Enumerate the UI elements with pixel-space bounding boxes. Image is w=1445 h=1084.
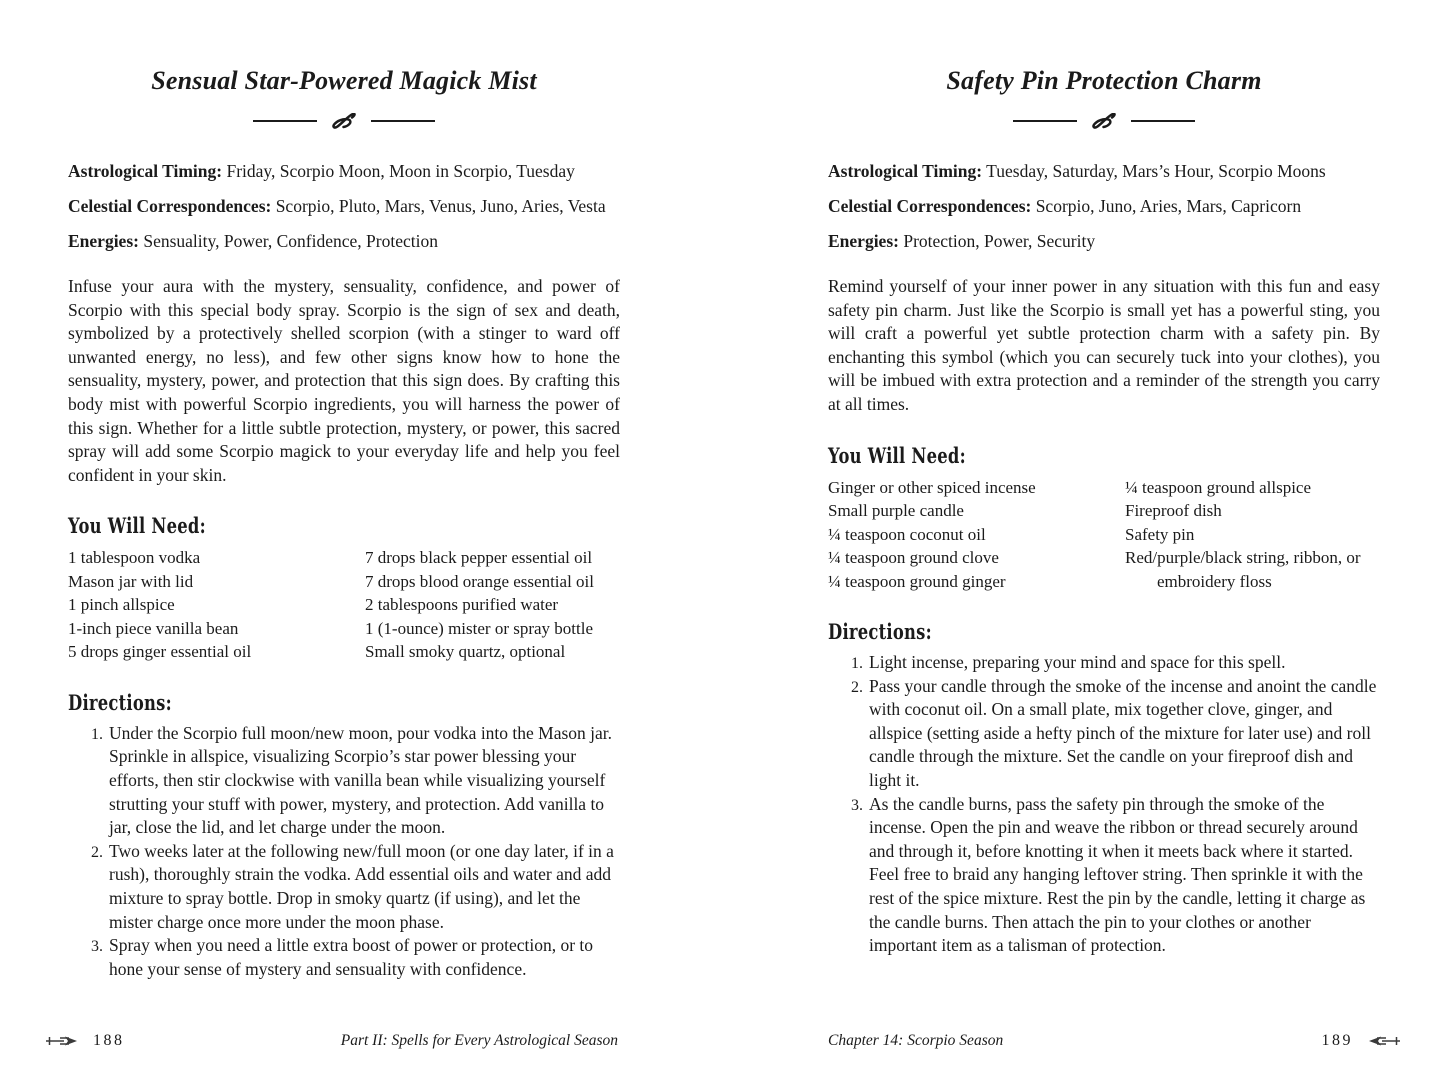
page-title: Sensual Star-Powered Magick Mist: [151, 66, 537, 95]
ingredient-item: Small purple candle: [828, 501, 964, 521]
ingredient-item: ¼ teaspoon ground allspice: [1125, 477, 1312, 497]
page-number: 188: [93, 1032, 125, 1049]
ingredient-item: Fireproof dish: [1125, 501, 1222, 521]
meta-value: Scorpio, Pluto, Mars, Venus, Juno, Aries, Vesta: [275, 196, 606, 216]
astrological-timing: [68, 159, 620, 183]
left-page: [68, 0, 620, 981]
ingredient-item: ¼ teaspoon ground ginger: [828, 571, 1006, 591]
intro-paragraph: Infuse your aura with the mystery, sensuality, confidence, and power of Scorpio with this special body spray. Scorpio is the sign of sex and death, symbolized by a protectively shelled scorpion (with a stinger to ward off unwanted energy, no less), and few other signs know how to hone the sensuality, mystery, power, and protection that this sign does. By crafting this body mist with powerful Scorpio ingredients, you will harness the power of this sign. Whether for a little subtle protection, mystery, or power, this sacred spray will add some Scorpio magick to your everyday life and help you feel confident in your skin.: [68, 276, 620, 485]
divider-ornament: [68, 113, 620, 129]
astrological-timing: [828, 159, 1380, 183]
divider-ornament: [828, 113, 1380, 129]
meta-label: Celestial Correspondences:: [68, 196, 272, 216]
ingredients-list: [828, 476, 1380, 594]
you-will-need-heading: You Will Need:: [828, 442, 966, 468]
meta-value: Sensuality, Power, Confidence, Protection: [143, 231, 438, 251]
right-page-footer: [828, 1032, 1401, 1050]
left-folio-group: [45, 1032, 125, 1050]
directions-list: [828, 651, 1380, 958]
ingredient-item: Safety pin: [1125, 524, 1195, 544]
ingredients-column-2: [365, 546, 620, 664]
directions-list: [68, 722, 620, 982]
divider-line: [1013, 120, 1077, 122]
intro-paragraph: Remind yourself of your inner power in any situation with this fun and easy safety pin charm. Just like the Scorpio is small yet has a powerful sting, you will craft a powerful yet subtle protection charm with a safety pin. By enchanting this symbol (which you can securely tuck into your clothes), you will be imbued with extra protection and a reminder of the strength you carry at all times.: [828, 276, 1380, 414]
meta-block: [68, 159, 620, 253]
divider-line: [1131, 120, 1195, 122]
meta-label: Astrological Timing:: [68, 161, 223, 181]
meta-value: Protection, Power, Security: [903, 231, 1096, 251]
ingredient-item: Red/purple/black string, ribbon, or embroidery floss: [1125, 548, 1361, 591]
direction-step: 1. Under the Scorpio full moon/new moon, pour vodka into the Mason jar. Sprinkle in allspice, visualizing Scorpio’s star power blessing your efforts, then stir clockwise with vanilla bean while visualizing yourself strutting your stuff with power, mystery, and protection. Add vanilla to jar, close the lid, and let charge under the moon.: [107, 722, 620, 840]
page-number: 189: [1321, 1032, 1353, 1049]
direction-step: 2. Two weeks later at the following new/full moon (or one day later, if in a rush), thoroughly strain the vodka. Add essential oils and water and add mixture to spray bottle. Drop in smoky quartz (if using), and let the mister charge once more under the moon phase.: [107, 840, 620, 934]
script-swirl-icon: [331, 113, 357, 129]
direction-step: 2. Pass your candle through the smoke of the incense and anoint the candle with coconut oil. On a small plate, mix together clove, ginger, and allspice (setting aside a hefty pinch of the mixture for later use) and roll candle through the mixture. Set the candle on your fireproof dish and light it.: [867, 675, 1380, 793]
script-swirl-icon: [1091, 113, 1117, 129]
ingredients-column-1: [828, 476, 1125, 594]
left-page-footer: [45, 1032, 618, 1050]
ingredient-item: 1 tablespoon vodka: [68, 548, 201, 568]
direction-step: 3. Spray when you need a little extra boost of power or protection, or to hone your sense of mystery and sensuality with confidence.: [107, 934, 620, 981]
celestial-correspondences: [828, 194, 1380, 218]
running-title: Chapter 14: Scorpio Season: [828, 1032, 1004, 1049]
energies: [68, 229, 620, 253]
running-title: Part II: Spells for Every Astrological Season: [340, 1032, 618, 1049]
meta-label: Celestial Correspondences:: [828, 196, 1032, 216]
ingredient-item: 2 tablespoons purified water: [365, 595, 559, 615]
arrow-left-icon: [1369, 1034, 1401, 1048]
divider-line: [253, 120, 317, 122]
ingredient-item: 1 pinch allspice: [68, 595, 175, 615]
right-page: [828, 0, 1380, 958]
right-folio-group: [1322, 1032, 1402, 1050]
ingredient-item: ¼ teaspoon ground clove: [828, 548, 999, 568]
you-will-need-heading: You Will Need:: [68, 513, 206, 539]
ingredient-item: ¼ teaspoon coconut oil: [828, 524, 986, 544]
meta-block: [828, 159, 1380, 253]
ingredient-item: Ginger or other spiced incense: [828, 477, 1036, 497]
meta-value: Friday, Scorpio Moon, Moon in Scorpio, Tuesday: [226, 161, 575, 181]
divider-line: [371, 120, 435, 122]
meta-label: Energies:: [828, 231, 899, 251]
ingredients-column-2: [1125, 476, 1380, 594]
meta-label: Astrological Timing:: [828, 161, 983, 181]
ingredient-item: 5 drops ginger essential oil: [68, 642, 252, 662]
ingredient-item: 7 drops black pepper essential oil: [365, 548, 593, 568]
ingredient-item: 1-inch piece vanilla bean: [68, 618, 239, 638]
ingredients-column-1: [68, 546, 365, 664]
direction-step: 3. As the candle burns, pass the safety pin through the smoke of the incense. Open the pin and weave the ribbon or thread securely around and through it, before knotting it when it meets back where it started. Feel free to braid any hanging leftover string. Then sprinkle it with the rest of the spice mixture. Rest the pin by the candle, letting it charge as the candle burns. Then attach the pin to your clothes or another important item as a talisman of protection.: [867, 793, 1380, 958]
ingredient-item: 1 (1-ounce) mister or spray bottle: [365, 618, 594, 638]
arrow-right-icon: [45, 1034, 77, 1048]
ingredient-item: Mason jar with lid: [68, 571, 194, 591]
meta-label: Energies:: [68, 231, 139, 251]
ingredient-item: Small smoky quartz, optional: [365, 642, 566, 662]
page-title: Safety Pin Protection Charm: [946, 66, 1262, 95]
ingredients-list: [68, 546, 620, 664]
energies: [828, 229, 1380, 253]
directions-heading: Directions:: [68, 689, 172, 715]
meta-value: Scorpio, Juno, Aries, Mars, Capricorn: [1035, 196, 1302, 216]
celestial-correspondences: [68, 194, 620, 218]
ingredient-item: 7 drops blood orange essential oil: [365, 571, 594, 591]
meta-value: Tuesday, Saturday, Mars’s Hour, Scorpio Moons: [986, 161, 1326, 181]
direction-step: 1. Light incense, preparing your mind and space for this spell.: [867, 651, 1380, 675]
directions-heading: Directions:: [828, 619, 932, 645]
